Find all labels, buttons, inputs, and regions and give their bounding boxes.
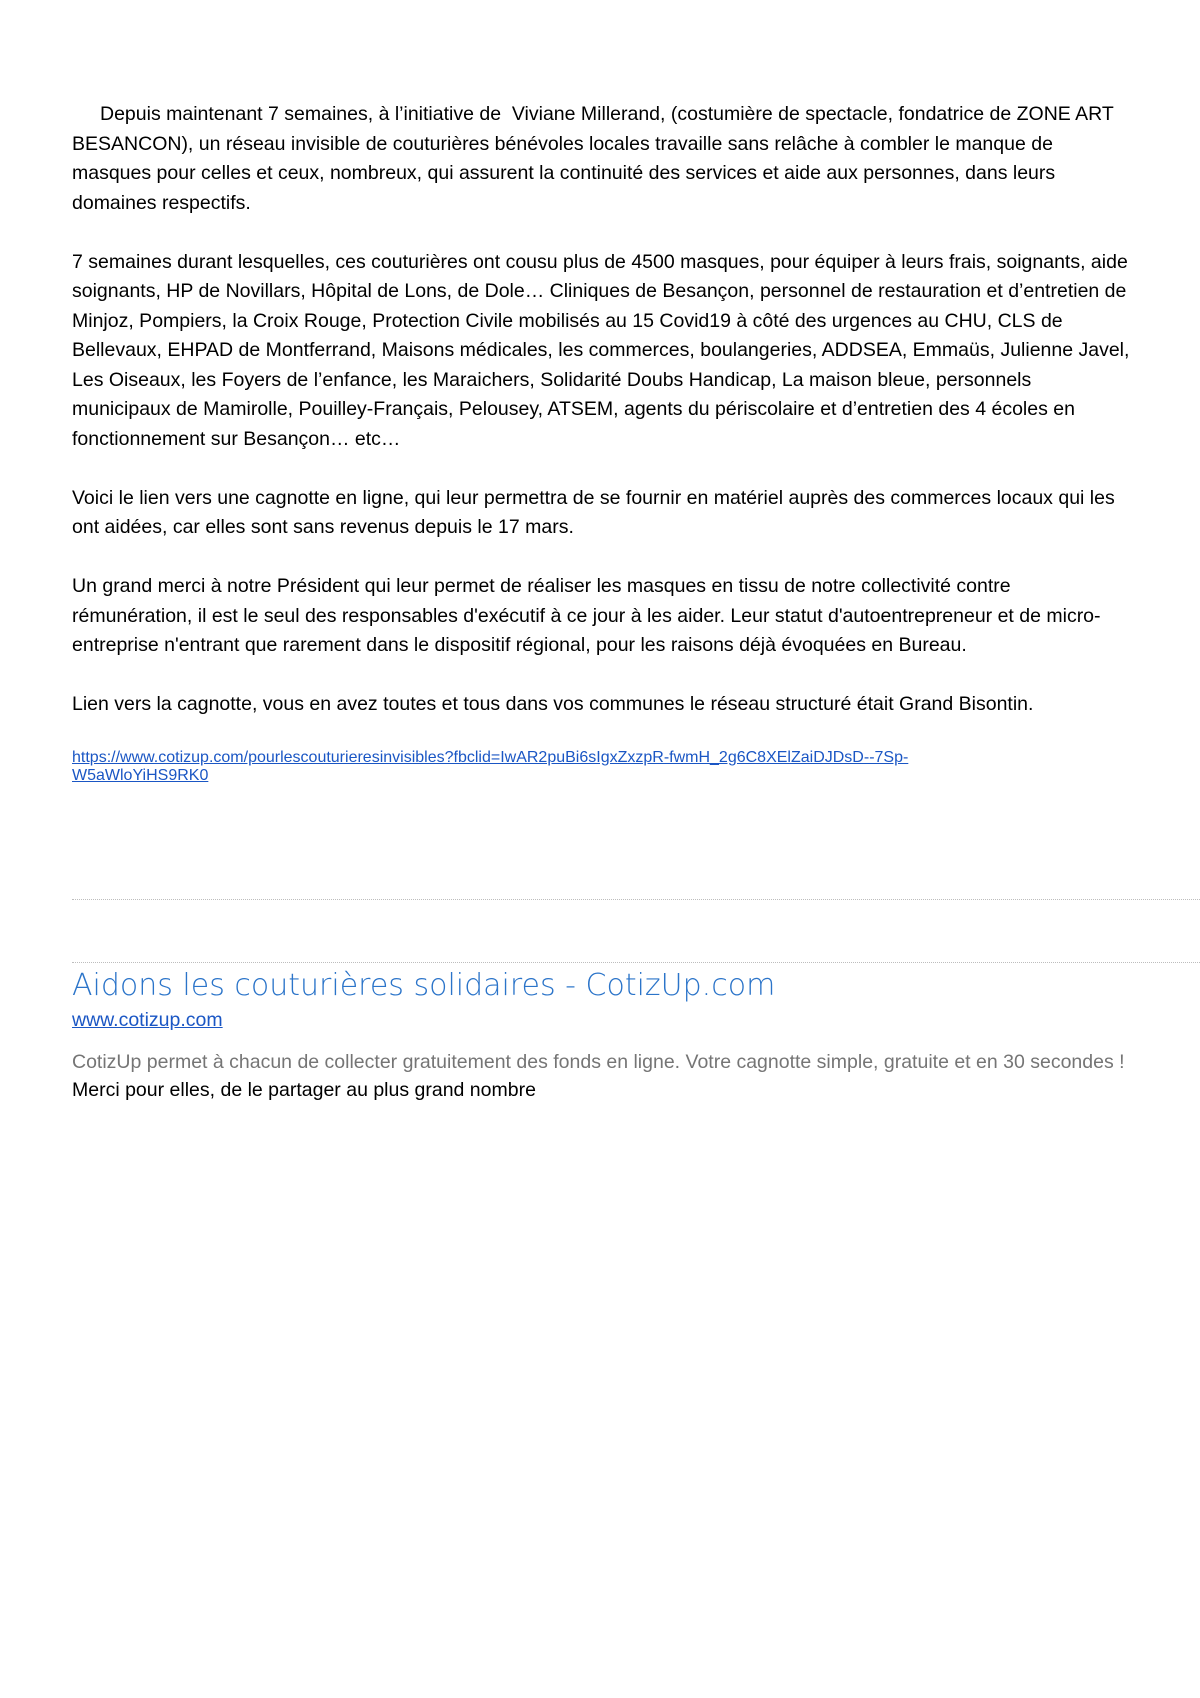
link-preview-title[interactable]: Aidons les couturières solidaires - CotizUp.com xyxy=(72,968,776,1003)
masks-paragraph: 7 semaines durant lesquelles, ces couturières ont cousu plus de 4500 masques, pour équiper à leurs frais, soignants, aide soignants, HP de Novillars, Hôpital de Lons, de Dole… Cliniques de Besançon, personnel de restauration et d’entretien de Minjoz, Pompiers, la Croix Rouge, Protection Civile mobilisés au 15 Covid19 à côté des urgences au CHU, CLS de Bellevaux, EHPAD de Montferrand, Maisons médicales, les commerces, boulangeries, ADDSEA, Emmaüs, Julienne Javel, Les Oiseaux, les Foyers de l’enfance, les Maraichers, Solidarité Doubs Handicap, La maison bleue, personnels municipaux de Mamirolle, Pouilley-Français, Pelousey, ATSEM, agents du périscolaire et d’entretien des 4 écoles en fonctionnement sur Besançon… etc… xyxy=(72,250,1135,450)
cagnotte-link[interactable]: https://www.cotizup.com/pourlescouturieresinvisibles?fbclid=IwAR2puBi6sIgxZxzpR-fwmH_2g6C8XElZaiDJDsD--7Sp-W5aWloYiHS9RK0 xyxy=(72,749,909,784)
link-intro-paragraph: Lien vers la cagnotte, vous en avez toutes et tous dans vos communes le réseau structuré était Grand Bisontin. xyxy=(72,693,1034,715)
link-preview-domain[interactable]: www.cotizup.com xyxy=(72,1009,223,1031)
email-body xyxy=(72,100,1135,785)
divider xyxy=(72,962,1200,963)
link-preview-card[interactable] xyxy=(72,968,1132,1105)
intro-paragraph: Depuis maintenant 7 semaines, à l’initiative de Viviane Millerand, (costumière de spectacle, fondatrice de ZONE ART BESANCON), un réseau invisible de couturières bénévoles locales travaille sans relâche à combler le manque de masques pour celles et ceux, nombreux, qui assurent la continuité des services et aide aux personnes, dans leurs domaines respectifs. xyxy=(72,103,1119,214)
fundraiser-paragraph: Voici le lien vers une cagnotte en ligne, qui leur permettra de se fournir en matériel auprès des commerces locaux qui les ont aidées, car elles sont sans revenus depuis le 17 mars. xyxy=(72,486,1121,538)
closing-text: Merci pour elles, de le partager au plus grand nombre xyxy=(72,1079,536,1101)
divider xyxy=(72,899,1200,900)
link-preview-description: CotizUp permet à chacun de collecter gratuitement des fonds en ligne. Votre cagnotte simple, gratuite et en 30 secondes ! xyxy=(72,1051,1125,1073)
thanks-paragraph: Un grand merci à notre Président qui leur permet de réaliser les masques en tissu de notre collectivité contre rémunération, il est le seul des responsables d'exécutif à ce jour à les aider. Leur statut d'autoentrepreneur et de micro-entreprise n'entrant que rarement dans le dispositif régional, pour les raisons déjà évoquées en Bureau. xyxy=(72,575,1101,656)
